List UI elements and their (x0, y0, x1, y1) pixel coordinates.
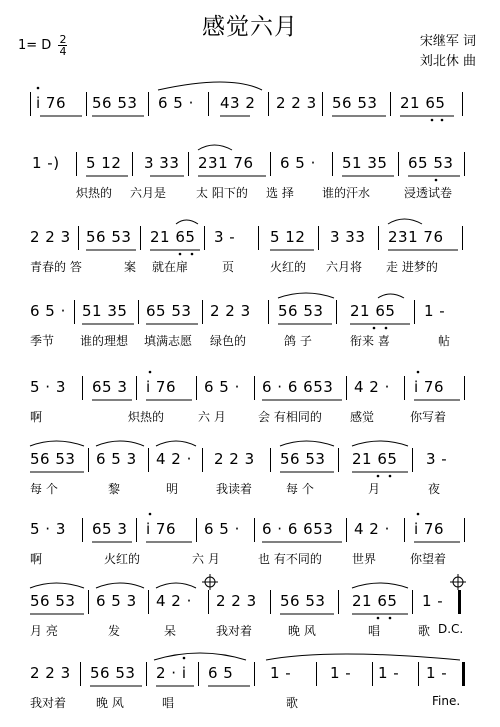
measure: 51 35 (342, 154, 388, 172)
barline (88, 448, 89, 472)
measure: i 76 (146, 520, 177, 538)
slur (278, 293, 334, 298)
barline (196, 376, 197, 400)
measure: 4 2 · (156, 450, 192, 468)
barline (254, 518, 255, 542)
barline (268, 300, 269, 324)
measure: 5 12 (270, 228, 306, 246)
lyric: 你写着 (410, 410, 447, 424)
measure: 56 53 (332, 94, 378, 112)
melody-line (0, 376, 500, 404)
slur (388, 219, 422, 224)
barline (86, 92, 87, 116)
measure: 6 5 3 (96, 592, 137, 610)
coda-sign (205, 577, 215, 587)
barline (336, 300, 337, 324)
slur (352, 441, 408, 446)
measure: i 76 (36, 94, 67, 112)
slur (378, 294, 404, 298)
measure: 1 - (378, 664, 400, 682)
measure: 6 5 · (280, 154, 316, 172)
barline (346, 376, 347, 400)
measure: 3 33 (330, 228, 366, 246)
slur (156, 583, 196, 588)
measure: 6 5 · (204, 520, 240, 538)
octave-dot (37, 87, 40, 90)
octave-dot (183, 657, 186, 660)
lyric: 季节 (30, 334, 55, 348)
barline (204, 226, 205, 250)
barline (332, 152, 333, 176)
melody-line (0, 662, 500, 690)
lyric: 夜 (428, 482, 441, 496)
barline (346, 518, 347, 542)
lyric: 填满志愿 (144, 334, 193, 348)
final-barline (462, 662, 465, 686)
lyric: 页 (222, 260, 235, 274)
measure: 6 5 (208, 664, 234, 682)
lyric: 谁的汗水 (322, 186, 371, 200)
lyric: 呆 (164, 624, 177, 638)
measure: 231 76 (198, 154, 254, 172)
lyric: 歌 (286, 696, 299, 710)
slur (352, 583, 408, 588)
barline (82, 376, 83, 400)
barline (412, 448, 413, 472)
barline (390, 92, 391, 116)
measure: 6 5 · (158, 94, 194, 112)
measure: 6 5 3 (96, 450, 137, 468)
lyric: 帖 (438, 334, 451, 348)
measure: 65 3 (92, 520, 128, 538)
measure: 2 2 3 (30, 228, 71, 246)
barline (136, 376, 137, 400)
barline (202, 448, 203, 472)
slur (96, 583, 144, 588)
measure: 3 - (426, 450, 448, 468)
lyrics-line (0, 258, 500, 276)
measure: 3 33 (144, 154, 180, 172)
lyric: 六月将 (326, 260, 363, 274)
measure: 51 35 (82, 302, 128, 320)
measure: 231 76 (388, 228, 444, 246)
melody-line (0, 92, 500, 120)
measure: 2 2 3 (210, 302, 251, 320)
lyric: 啊 (30, 410, 43, 424)
measure: 1 -) (32, 154, 60, 172)
measure: 5 · 3 (30, 520, 66, 538)
measure: 2 2 3 (276, 94, 317, 112)
slur (96, 441, 144, 446)
lyric: 青春的 答 (30, 260, 82, 274)
measure: 1 - (270, 664, 292, 682)
lyric: 唱 (368, 624, 381, 638)
lyric: 选 择 (266, 186, 294, 200)
barline (338, 448, 339, 472)
measure: 2 2 3 (30, 664, 71, 682)
measure: 56 53 (86, 228, 132, 246)
measure: 5 · 3 (30, 378, 66, 396)
barline (188, 152, 189, 176)
barline (316, 662, 317, 686)
measure: 2 2 3 (214, 450, 255, 468)
measure: 56 53 (30, 450, 76, 468)
lyric: 我对着 (216, 624, 253, 638)
slur (156, 441, 196, 446)
lyric: 你望着 (410, 552, 447, 566)
barline (202, 300, 203, 324)
barline (148, 590, 149, 614)
barline (268, 92, 269, 116)
lyric: 浸透试卷 (404, 186, 453, 200)
lyric: 月 亮 (30, 624, 58, 638)
slur (280, 441, 334, 446)
barline (372, 662, 373, 686)
lyric: 走 进梦的 (386, 260, 438, 274)
barline (254, 662, 255, 686)
barline (148, 92, 149, 116)
final-barline (458, 590, 461, 614)
barline (418, 662, 419, 686)
barline (338, 590, 339, 614)
measure: 1 - (426, 664, 448, 682)
measure: 6 5 · (30, 302, 66, 320)
time-signature-top: 2 (59, 33, 67, 46)
measure: 21 65 (400, 94, 446, 112)
key-label: 1= D (18, 38, 52, 53)
barline (270, 152, 271, 176)
composer-credit: 刘北休 曲 (419, 54, 476, 69)
melody-line (0, 448, 500, 476)
barline (464, 152, 465, 176)
lyric: 每 个 (286, 482, 314, 496)
measure: i 76 (146, 378, 177, 396)
octave-dot (149, 513, 152, 516)
lyrics-line (0, 694, 500, 712)
barline (196, 518, 197, 542)
measure: 3 - (214, 228, 236, 246)
barline (464, 376, 465, 400)
barline (412, 590, 413, 614)
lyric: 就在扉 (152, 260, 189, 274)
barline (322, 92, 323, 116)
lyric: 鸽 子 (284, 334, 312, 348)
lyric: 明 (166, 482, 179, 496)
measure: 2 · i (156, 664, 187, 682)
barline (76, 152, 77, 176)
melody-line (0, 590, 500, 618)
measure: 65 53 (408, 154, 454, 172)
barline (78, 226, 79, 250)
lyric: 火红的 (270, 260, 307, 274)
lyric: 六 月 (192, 552, 220, 566)
lyrics-line (0, 332, 500, 350)
measure: 56 53 (30, 592, 76, 610)
measure: 1 - (330, 664, 352, 682)
measure: 6 · 6 653 (262, 520, 334, 538)
lyric: 歌 (418, 624, 431, 638)
measure: 21 65 (352, 592, 398, 610)
measure: 21 65 (150, 228, 196, 246)
tie-slur (266, 654, 460, 660)
lyric: 也 有不同的 (258, 552, 322, 566)
melody-line (0, 152, 500, 180)
lyric: 六 月 (198, 410, 226, 424)
measure: 6 · 6 653 (262, 378, 334, 396)
lyric: 啊 (30, 552, 43, 566)
measure: 56 53 (280, 450, 326, 468)
lyrics-line (0, 480, 500, 498)
barline (208, 92, 209, 116)
barline (138, 300, 139, 324)
measure: i 76 (414, 378, 445, 396)
slur (198, 145, 232, 150)
lyric: 我对着 (30, 696, 67, 710)
key-signature (18, 34, 67, 57)
measure: 65 53 (146, 302, 192, 320)
lyric: 我读着 (216, 482, 253, 496)
slur (176, 220, 198, 224)
barline (132, 152, 133, 176)
measure: 1 - (424, 302, 446, 320)
measure: 56 53 (278, 302, 324, 320)
measure: 6 5 · (204, 378, 240, 396)
measure: 1 - (422, 592, 444, 610)
slur (30, 441, 84, 446)
lyric: 感觉 (350, 410, 375, 424)
barline (88, 590, 89, 614)
barline (414, 300, 415, 324)
lyric: 黎 (108, 482, 121, 496)
measure: 21 65 (352, 450, 398, 468)
lyric: 炽热的 (128, 410, 165, 424)
lyrics-line (0, 550, 500, 568)
barline (198, 662, 199, 686)
lyric: 绿色的 (210, 334, 247, 348)
lyric: 火红的 (104, 552, 141, 566)
barline (378, 226, 379, 250)
lyric: 晚 风 (288, 624, 316, 638)
barline (270, 590, 271, 614)
measure: 56 53 (90, 664, 136, 682)
measure: i 76 (414, 520, 445, 538)
barline (462, 92, 463, 116)
barline (80, 662, 81, 686)
measure: 5 12 (86, 154, 122, 172)
barline (140, 226, 141, 250)
barline (462, 226, 463, 250)
measure: 21 65 (350, 302, 396, 320)
barline (136, 518, 137, 542)
barline (404, 376, 405, 400)
octave-dot (417, 371, 420, 374)
measure: 4 2 · (354, 378, 390, 396)
measure: 43 2 (220, 94, 256, 112)
lyric: 发 (108, 624, 121, 638)
measure: 65 3 (92, 378, 128, 396)
lyrics-line (0, 184, 500, 202)
lyrics-line (0, 408, 500, 426)
barline (270, 448, 271, 472)
barline (404, 518, 405, 542)
slur (30, 583, 84, 588)
lyric: 世界 (352, 552, 377, 566)
time-signature (58, 34, 67, 57)
lyric: 会 有相同的 (258, 410, 322, 424)
lyric: 太 阳下的 (196, 186, 248, 200)
barline (30, 92, 31, 116)
barline (148, 448, 149, 472)
lyric: 衔来 喜 (350, 334, 390, 348)
barline (258, 226, 259, 250)
time-signature-bottom: 4 (59, 45, 67, 58)
barline (208, 590, 209, 614)
lyricist-credit: 宋继军 词 (419, 34, 476, 49)
measure: 56 53 (92, 94, 138, 112)
barline (82, 518, 83, 542)
melody-line (0, 300, 500, 328)
lyric: 案 (124, 260, 137, 274)
lyric: 晚 风 (96, 696, 124, 710)
slur (158, 82, 262, 90)
fine-marking: Fine. (432, 694, 461, 708)
barline (74, 300, 75, 324)
lyrics-line (0, 622, 500, 640)
measure: 4 2 · (354, 520, 390, 538)
octave-dot (149, 371, 152, 374)
barline (464, 518, 465, 542)
barline (254, 376, 255, 400)
measure: 2 2 3 (216, 592, 257, 610)
lyric: 月 (368, 482, 381, 496)
lyric: 唱 (162, 696, 175, 710)
dc-marking: D.C. (438, 622, 464, 636)
song-title: 感觉六月 (202, 14, 298, 40)
coda-sign (453, 577, 463, 587)
lyric: 每 个 (30, 482, 58, 496)
measure: 56 53 (280, 592, 326, 610)
lyric: 六月是 (130, 186, 167, 200)
barline (146, 662, 147, 686)
octave-dot (417, 513, 420, 516)
measure: 4 2 · (156, 592, 192, 610)
slur (154, 653, 246, 660)
melody-line (0, 518, 500, 546)
lyric: 谁的理想 (80, 334, 129, 348)
barline (398, 152, 399, 176)
lyric: 炽热的 (76, 186, 113, 200)
barline (318, 226, 319, 250)
melody-line (0, 226, 500, 254)
